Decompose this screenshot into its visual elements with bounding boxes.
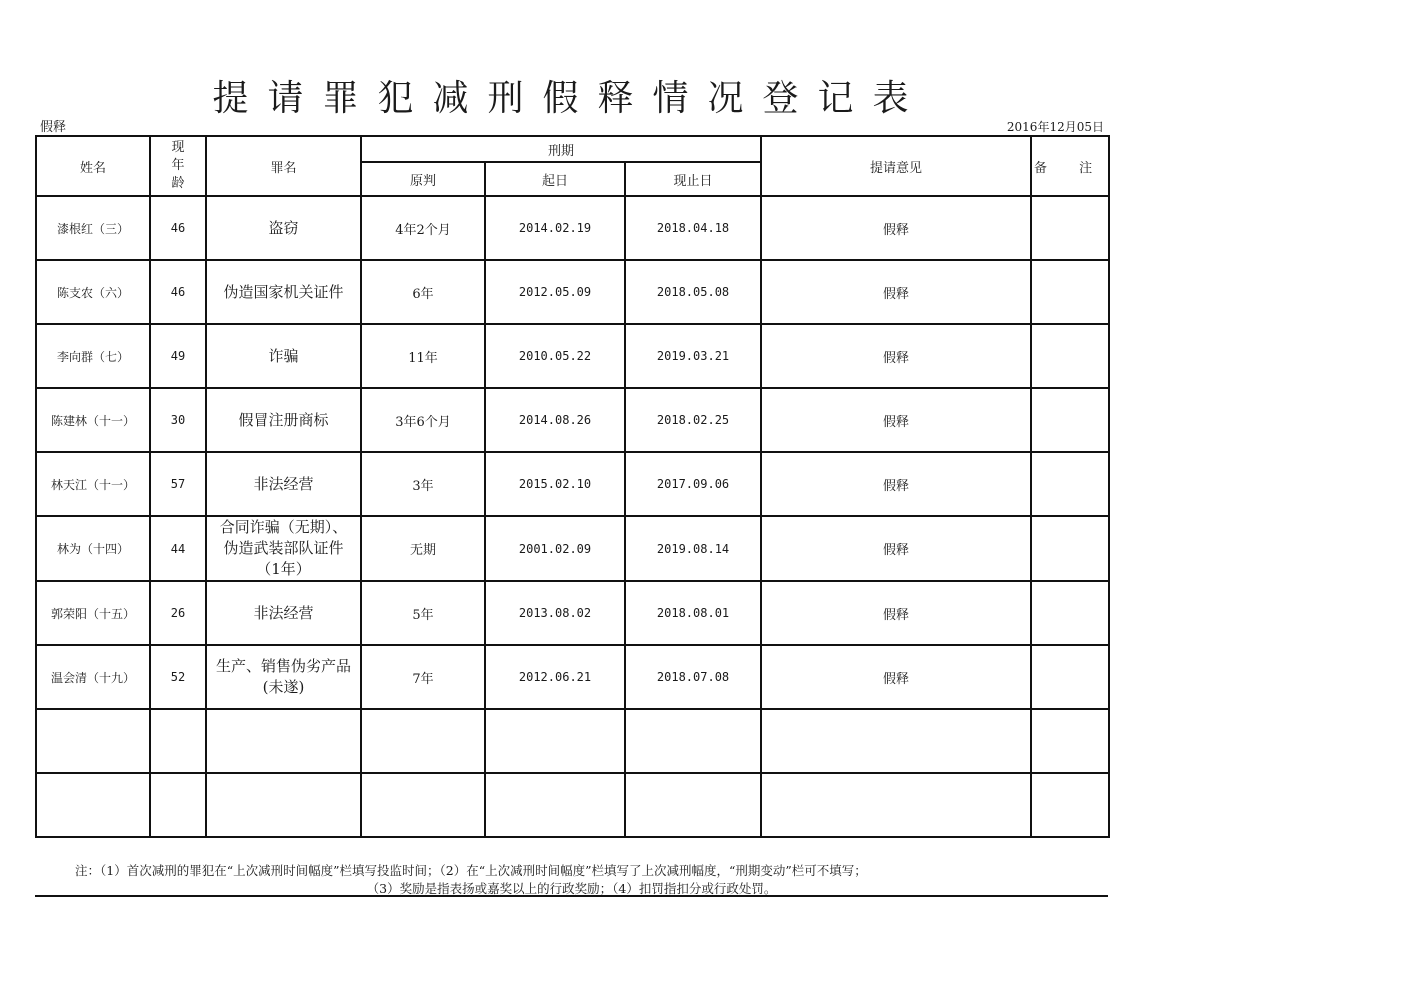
cell-age: 46 — [150, 196, 206, 260]
table-header — [36, 136, 1109, 196]
cell-opinion: 假释 — [761, 581, 1031, 645]
cell-name: 李向群（七） — [36, 324, 150, 388]
cell-opinion: 假释 — [761, 196, 1031, 260]
cell-original: 5年 — [361, 581, 485, 645]
cell-remarks — [1031, 452, 1109, 516]
cell-name: 林天江（十一） — [36, 452, 150, 516]
cell-start: 2014.02.19 — [485, 196, 625, 260]
cell-age: 52 — [150, 645, 206, 709]
empty-cell-original — [361, 709, 485, 773]
footer-divider — [35, 895, 1108, 897]
cell-remarks — [1031, 196, 1109, 260]
empty-cell-remarks — [1031, 773, 1109, 837]
type-label: 假释 — [40, 120, 67, 135]
header-age — [150, 136, 206, 196]
cell-age: 49 — [150, 324, 206, 388]
cell-original: 3年6个月 — [361, 388, 485, 452]
cell-name: 陈建林（十一） — [36, 388, 150, 452]
cell-start: 2010.05.22 — [485, 324, 625, 388]
cell-end: 2018.07.08 — [625, 645, 761, 709]
cell-end: 2018.05.08 — [625, 260, 761, 324]
header-name: 姓名 — [36, 136, 150, 196]
cell-original: 3年 — [361, 452, 485, 516]
date-label: 2016年12月05日 — [1006, 120, 1104, 134]
table-row — [36, 324, 1109, 388]
header-term-group: 刑期 — [361, 136, 761, 162]
cell-name: 郭荣阳（十五） — [36, 581, 150, 645]
cell-opinion: 假释 — [761, 645, 1031, 709]
cell-opinion: 假释 — [761, 324, 1031, 388]
footer-note-line-1: 注：（1）首次减刑的罪犯在“上次减刑时间幅度”栏填写投监时间；（2）在“上次减刑时间幅度”栏填写了上次减刑幅度，“刑期变动”栏可不填写； — [75, 863, 867, 878]
empty-cell-end — [625, 709, 761, 773]
table-row — [36, 581, 1109, 645]
cell-start: 2015.02.10 — [485, 452, 625, 516]
empty-cell-original — [361, 773, 485, 837]
empty-cell-opinion — [761, 773, 1031, 837]
cell-age: 46 — [150, 260, 206, 324]
header-age-char-3: 龄 — [171, 176, 185, 191]
cell-crime: 盗窃 — [206, 196, 361, 260]
cell-start: 2013.08.02 — [485, 581, 625, 645]
empty-cell-crime — [206, 773, 361, 837]
cell-opinion: 假释 — [761, 388, 1031, 452]
cell-remarks — [1031, 324, 1109, 388]
footer-note — [35, 862, 1108, 898]
cell-end: 2019.08.14 — [625, 516, 761, 581]
cell-end: 2018.02.25 — [625, 388, 761, 452]
table-row — [36, 196, 1109, 260]
cell-end: 2018.04.18 — [625, 196, 761, 260]
empty-cell-remarks — [1031, 709, 1109, 773]
cell-opinion: 假释 — [761, 516, 1031, 581]
cell-original: 4年2个月 — [361, 196, 485, 260]
table-row — [36, 452, 1109, 516]
page-title: 提请罪犯减刑假释情况登记表 — [212, 78, 928, 119]
header-end: 现止日 — [625, 162, 761, 196]
cell-crime: 生产、销售伪劣产品(未遂) — [206, 645, 361, 709]
cell-age: 30 — [150, 388, 206, 452]
empty-cell-name — [36, 773, 150, 837]
cell-crime: 非法经营 — [206, 581, 361, 645]
empty-cell-start — [485, 709, 625, 773]
cell-original: 7年 — [361, 645, 485, 709]
cell-original: 无期 — [361, 516, 485, 581]
cell-original: 6年 — [361, 260, 485, 324]
cell-name: 漆根红（三） — [36, 196, 150, 260]
cell-crime: 假冒注册商标 — [206, 388, 361, 452]
cell-remarks — [1031, 260, 1109, 324]
empty-table-row — [36, 773, 1109, 837]
header-original: 原判 — [361, 162, 485, 196]
cell-crime: 非法经营 — [206, 452, 361, 516]
header-age-char-1: 现 — [171, 140, 185, 155]
header-start: 起日 — [485, 162, 625, 196]
table-row — [36, 388, 1109, 452]
cell-original: 11年 — [361, 324, 485, 388]
cell-end: 2018.08.01 — [625, 581, 761, 645]
header-crime: 罪名 — [206, 136, 361, 196]
cell-end: 2019.03.21 — [625, 324, 761, 388]
cell-name: 林为（十四） — [36, 516, 150, 581]
empty-cell-opinion — [761, 709, 1031, 773]
cell-crime: 合同诈骗（无期）、伪造武装部队证件（1年） — [206, 516, 361, 581]
table-row — [36, 645, 1109, 709]
cell-remarks — [1031, 516, 1109, 581]
cell-opinion: 假释 — [761, 452, 1031, 516]
cell-age: 26 — [150, 581, 206, 645]
empty-cell-name — [36, 709, 150, 773]
header-opinion: 提请意见 — [761, 136, 1031, 196]
cell-remarks — [1031, 581, 1109, 645]
cell-age: 44 — [150, 516, 206, 581]
empty-cell-age — [150, 773, 206, 837]
header-remarks: 备 注 — [1031, 136, 1109, 196]
cell-opinion: 假释 — [761, 260, 1031, 324]
footer-note-line-2: （3）奖励是指表扬或嘉奖以上的行政奖励；（4）扣罚指扣分或行政处罚。 — [366, 881, 777, 896]
cell-remarks — [1031, 645, 1109, 709]
cell-start: 2014.08.26 — [485, 388, 625, 452]
empty-table-row — [36, 709, 1109, 773]
empty-cell-start — [485, 773, 625, 837]
empty-cell-end — [625, 773, 761, 837]
table-row — [36, 260, 1109, 324]
cell-start: 2001.02.09 — [485, 516, 625, 581]
cell-end: 2017.09.06 — [625, 452, 761, 516]
cell-crime: 诈骗 — [206, 324, 361, 388]
cell-name: 陈支农（六） — [36, 260, 150, 324]
cell-start: 2012.05.09 — [485, 260, 625, 324]
cell-name: 温会清（十九） — [36, 645, 150, 709]
register-table — [35, 135, 1110, 838]
table-body — [36, 196, 1109, 837]
empty-cell-crime — [206, 709, 361, 773]
table-row — [36, 516, 1109, 581]
cell-start: 2012.06.21 — [485, 645, 625, 709]
cell-crime: 伪造国家机关证件 — [206, 260, 361, 324]
header-age-char-2: 年 — [171, 158, 185, 173]
empty-cell-age — [150, 709, 206, 773]
cell-age: 57 — [150, 452, 206, 516]
cell-remarks — [1031, 388, 1109, 452]
